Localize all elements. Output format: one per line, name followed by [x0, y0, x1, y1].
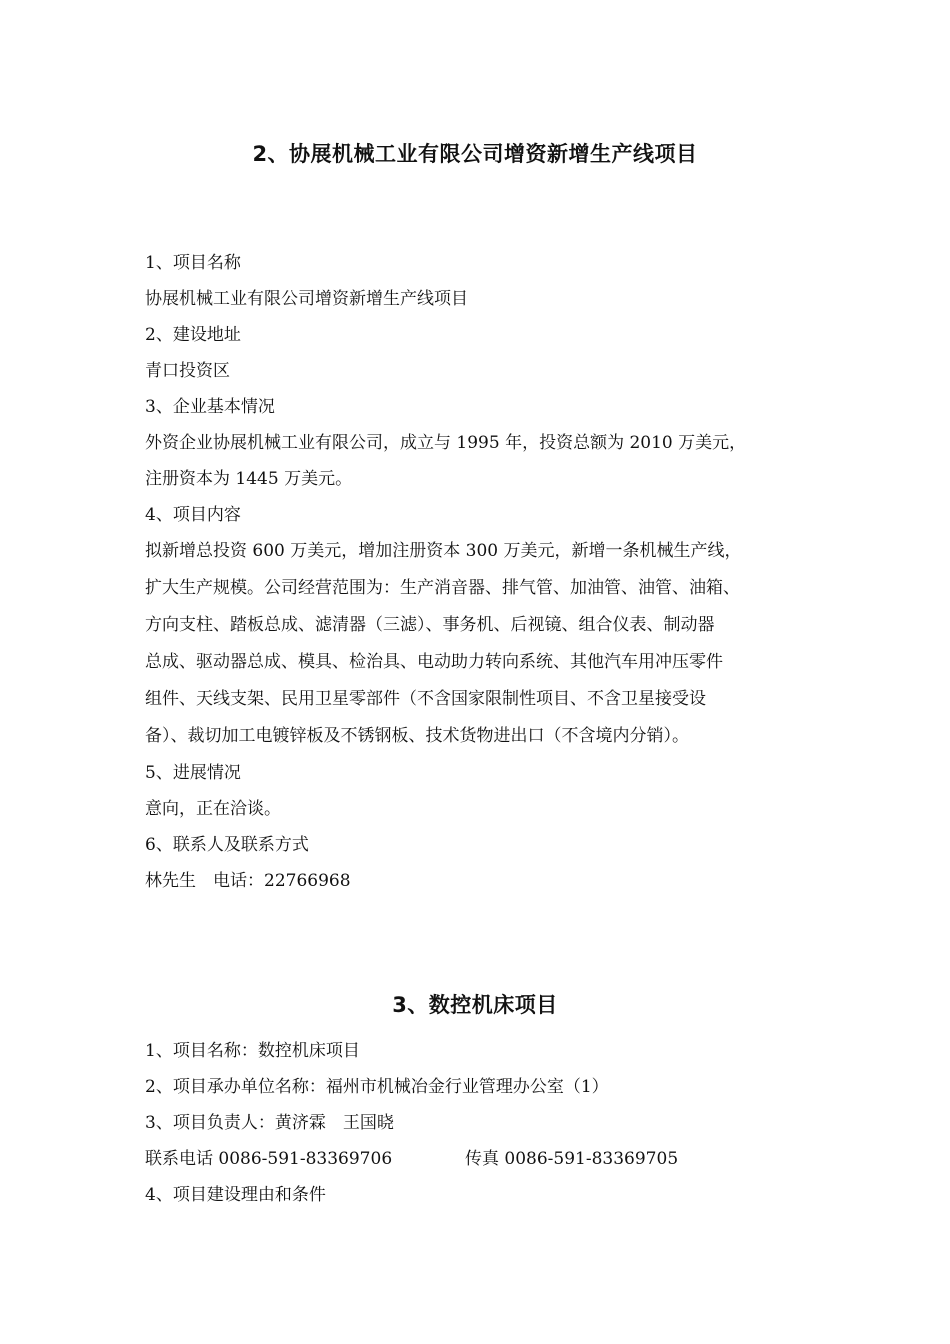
section-2-line: 5、进展情况 [145, 763, 241, 783]
section-2-contact: 林先生 电话：22766968 [145, 871, 351, 891]
section-2-line: 6、联系人及联系方式 [145, 835, 309, 855]
section-3-line: 3、项目负责人：黄济霖 王国晓 [145, 1113, 394, 1133]
section-2-line: 注册资本为 1445 万美元。 [145, 469, 353, 489]
section-3-line: 4、项目建设理由和条件 [145, 1185, 326, 1205]
section-3-fax: 传真 0086-591-83369705 [465, 1149, 679, 1169]
section-2-line: 1、项目名称 [145, 253, 241, 273]
section-2-line: 2、建设地址 [145, 325, 241, 345]
section-2-line: 协展机械工业有限公司增资新增生产线项目 [145, 289, 468, 309]
section-2-line: 组件、天线支架、民用卫星零部件（不含国家限制性项目、不含卫星接受设 [145, 689, 706, 709]
section-2-line: 方向支柱、踏板总成、滤清器（三滤）、事务机、后视镜、组合仪表、制动器 [145, 615, 715, 635]
section-2-line: 3、企业基本情况 [145, 397, 275, 417]
section-2-line: 意向，正在洽谈。 [145, 799, 281, 819]
section-3-line: 1、项目名称：数控机床项目 [145, 1041, 360, 1061]
section-2-line: 总成、驱动器总成、模具、检治具、电动助力转向系统、其他汽车用冲压零件 [145, 652, 723, 672]
section-2-title: 2、协展机械工业有限公司增资新增生产线项目 [252, 142, 698, 166]
section-2-line: 青口投资区 [145, 361, 230, 381]
section-3-title: 3、数控机床项目 [392, 993, 558, 1017]
section-2-line: 4、项目内容 [145, 505, 241, 525]
section-2-line: 拟新增总投资 600 万美元，增加注册资本 300 万美元，新增一条机械生产线， [145, 541, 742, 561]
section-2-line: 外资企业协展机械工业有限公司，成立与 1995 年，投资总额为 2010 万美元， [145, 433, 747, 453]
section-2-line: 扩大生产规模。公司经营范围为：生产消音器、排气管、加油管、油管、油箱、 [145, 578, 740, 598]
section-2-line: 备）、裁切加工电镀锌板及不锈钢板、技术货物进出口（不含境内分销）。 [145, 726, 689, 746]
section-3-phone: 联系电话 0086-591-83369706 [145, 1149, 393, 1169]
section-3-line: 2、项目承办单位名称：福州市机械冶金行业管理办公室（1） [145, 1077, 609, 1097]
